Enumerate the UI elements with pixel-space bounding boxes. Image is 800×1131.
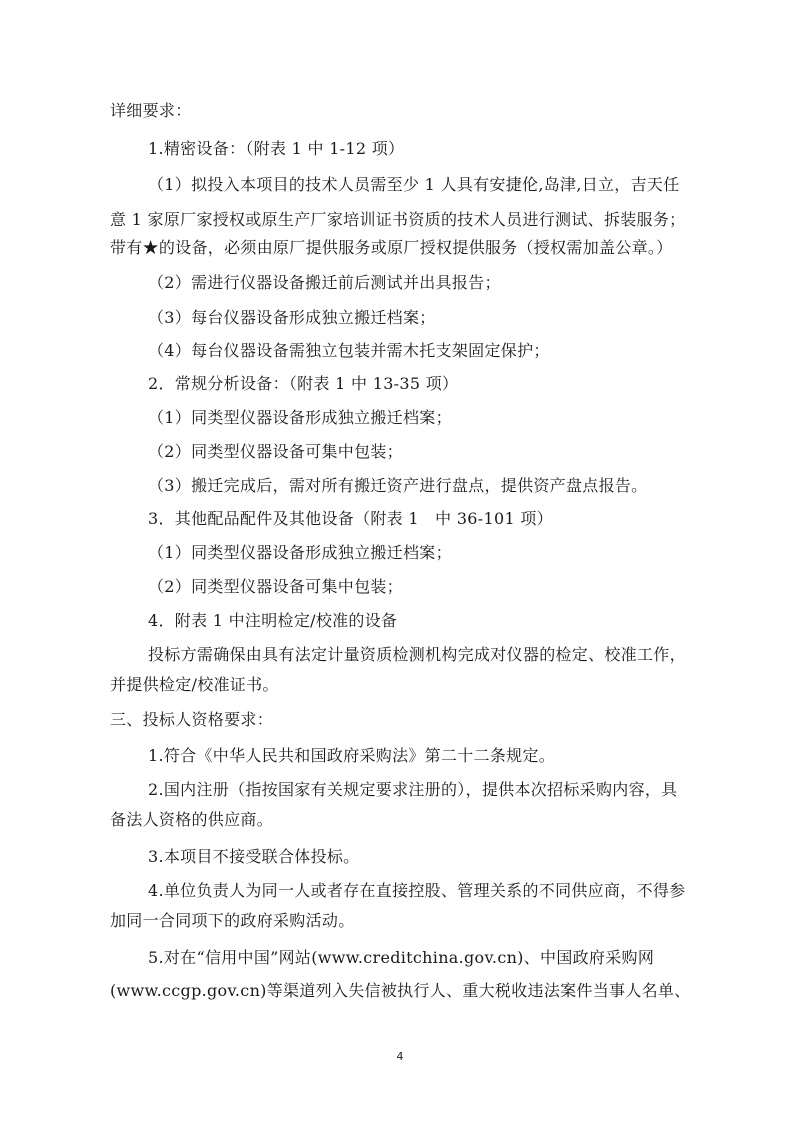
text-line: （2）同类型仪器设备可集中包装； <box>148 577 403 596</box>
text-line: 1.精密设备：（附表 1 中 1-12 项） <box>148 139 405 158</box>
text-line: 带有★的设备，必须由原厂提供服务或原厂授权提供服务（授权需加盖公章。） <box>110 238 673 257</box>
text-line: 2.国内注册（指按国家有关规定要求注册的），提供本次招标采购内容，具 <box>148 780 678 799</box>
text-line: 4.单位负责人为同一人或者存在直接控股、管理关系的不同供应商，不得参 <box>148 881 686 900</box>
text-line: （2）需进行仪器设备搬迁前后测试并出具报告； <box>148 273 501 292</box>
text-line: 3.本项目不接受联合体投标。 <box>148 847 360 866</box>
text-line: 并提供检定/校准证书。 <box>110 675 279 694</box>
section-heading: 三、投标人资格要求： <box>110 710 274 729</box>
text-line: 2．常规分析设备：（附表 1 中 13-35 项） <box>148 374 459 393</box>
text-line: （1）同类型仪器设备形成独立搬迁档案； <box>148 408 452 427</box>
text-line: 1.符合《中华人民共和国政府采购法》第二十二条规定。 <box>148 746 556 765</box>
text-line: （3）搬迁完成后，需对所有搬迁资产进行盘点，提供资产盘点报告。 <box>148 476 648 495</box>
text-line: 投标方需确保由具有法定计量资质检测机构完成对仪器的检定、校准工作， <box>148 645 686 664</box>
page-number: 4 <box>396 1050 404 1063</box>
text-line: (www.ccgp.gov.cn)等渠道列入失信被执行人、重大税收违法案件当事人名单、 <box>110 981 691 1000</box>
text-line: （2）同类型仪器设备可集中包装； <box>148 442 403 461</box>
text-line: （1）同类型仪器设备形成独立搬迁档案； <box>148 543 452 562</box>
text-line: 备法人资格的供应商。 <box>110 810 274 829</box>
text-line: （1）拟投入本项目的技术人员需至少 1 人具有安捷伦,岛津,日立，吉天任 <box>148 175 680 194</box>
text-line: 意 1 家原厂家授权或原生产厂家培训证书资质的技术人员进行测试、拆装服务； <box>110 210 686 229</box>
text-line: （3）每台仪器设备形成独立搬迁档案； <box>148 308 436 327</box>
text-line: 4．附表 1 中注明检定/校准的设备 <box>148 611 398 630</box>
text-line: 详细要求： <box>110 101 192 120</box>
text-line: 加同一合同项下的政府采购活动。 <box>110 911 355 930</box>
text-line: （4）每台仪器设备需独立包装并需木托支架固定保护； <box>148 341 550 360</box>
text-line: 5.对在“信用中国”网站(www.creditchina.gov.cn)、中国政府采购网 <box>148 948 655 967</box>
text-line: 3．其他配品配件及其他设备（附表 1 中 36-101 项） <box>148 509 553 528</box>
